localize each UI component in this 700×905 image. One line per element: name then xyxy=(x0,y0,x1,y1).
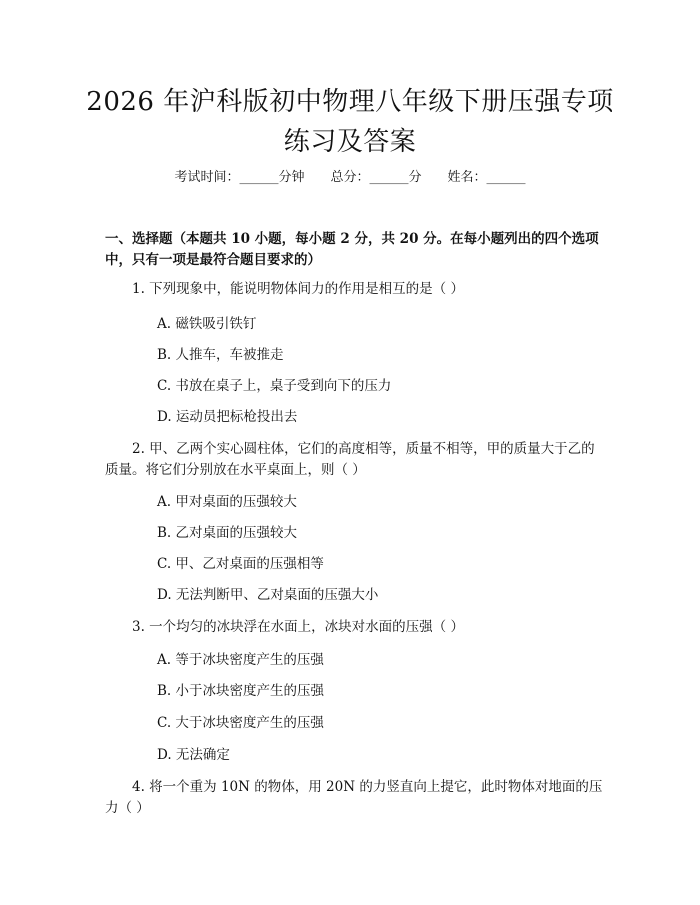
question-2-option-b: B. 乙对桌面的压强较大 xyxy=(157,525,298,541)
question-2-option-c: C. 甲、乙对桌面的压强相等 xyxy=(157,556,324,572)
exam-info-line: 考试时间：______分钟 总分：______分 姓名：______ xyxy=(174,170,526,185)
question-3-option-b: B. 小于冰块密度产生的压强 xyxy=(157,683,325,699)
question-1: 1. 下列现象中，能说明物体间力的作用是相互的是（ ） xyxy=(105,281,464,297)
question-1-option-d: D. 运动员把标枪投出去 xyxy=(157,409,298,425)
question-3-option-c: C. 大于冰块密度产生的压强 xyxy=(157,715,324,731)
section-heading-choice: 一、选择题（本题共 10 小题，每小题 2 分，共 20 分。在每小题列出的四个选项中，只有一项是最符合题目要求的） xyxy=(105,231,599,268)
question-2-option-a: A. 甲对桌面的压强较大 xyxy=(157,494,297,510)
question-2-option-d: D. 无法判断甲、乙对桌面的压强大小 xyxy=(157,587,379,603)
document-title xyxy=(60,82,640,162)
question-1-option-b: B. 人推车，车被推走 xyxy=(157,347,284,363)
question-4: 4. 将一个重为 10N 的物体，用 20N 的力竖直向上提它，此时物体对地面的压力（ ） xyxy=(105,779,603,816)
title-line-1: 2026 年沪科版初中物理八年级下册压强专项 xyxy=(86,87,614,117)
question-2: 2. 甲、乙两个实心圆柱体，它们的高度相等，质量不相等，甲的质量大于乙的质量。将它们分别放在水平桌面上，则（ ） xyxy=(105,441,595,478)
question-3: 3. 一个均匀的冰块浮在水面上，冰块对水面的压强（ ） xyxy=(105,619,464,635)
question-3-option-d: D. 无法确定 xyxy=(157,747,230,763)
question-1-option-a: A. 磁铁吸引铁钉 xyxy=(157,316,257,332)
question-3-option-a: A. 等于冰块密度产生的压强 xyxy=(157,652,324,668)
title-line-2: 练习及答案 xyxy=(283,127,417,157)
question-1-option-c: C. 书放在桌子上，桌子受到向下的压力 xyxy=(157,378,392,394)
